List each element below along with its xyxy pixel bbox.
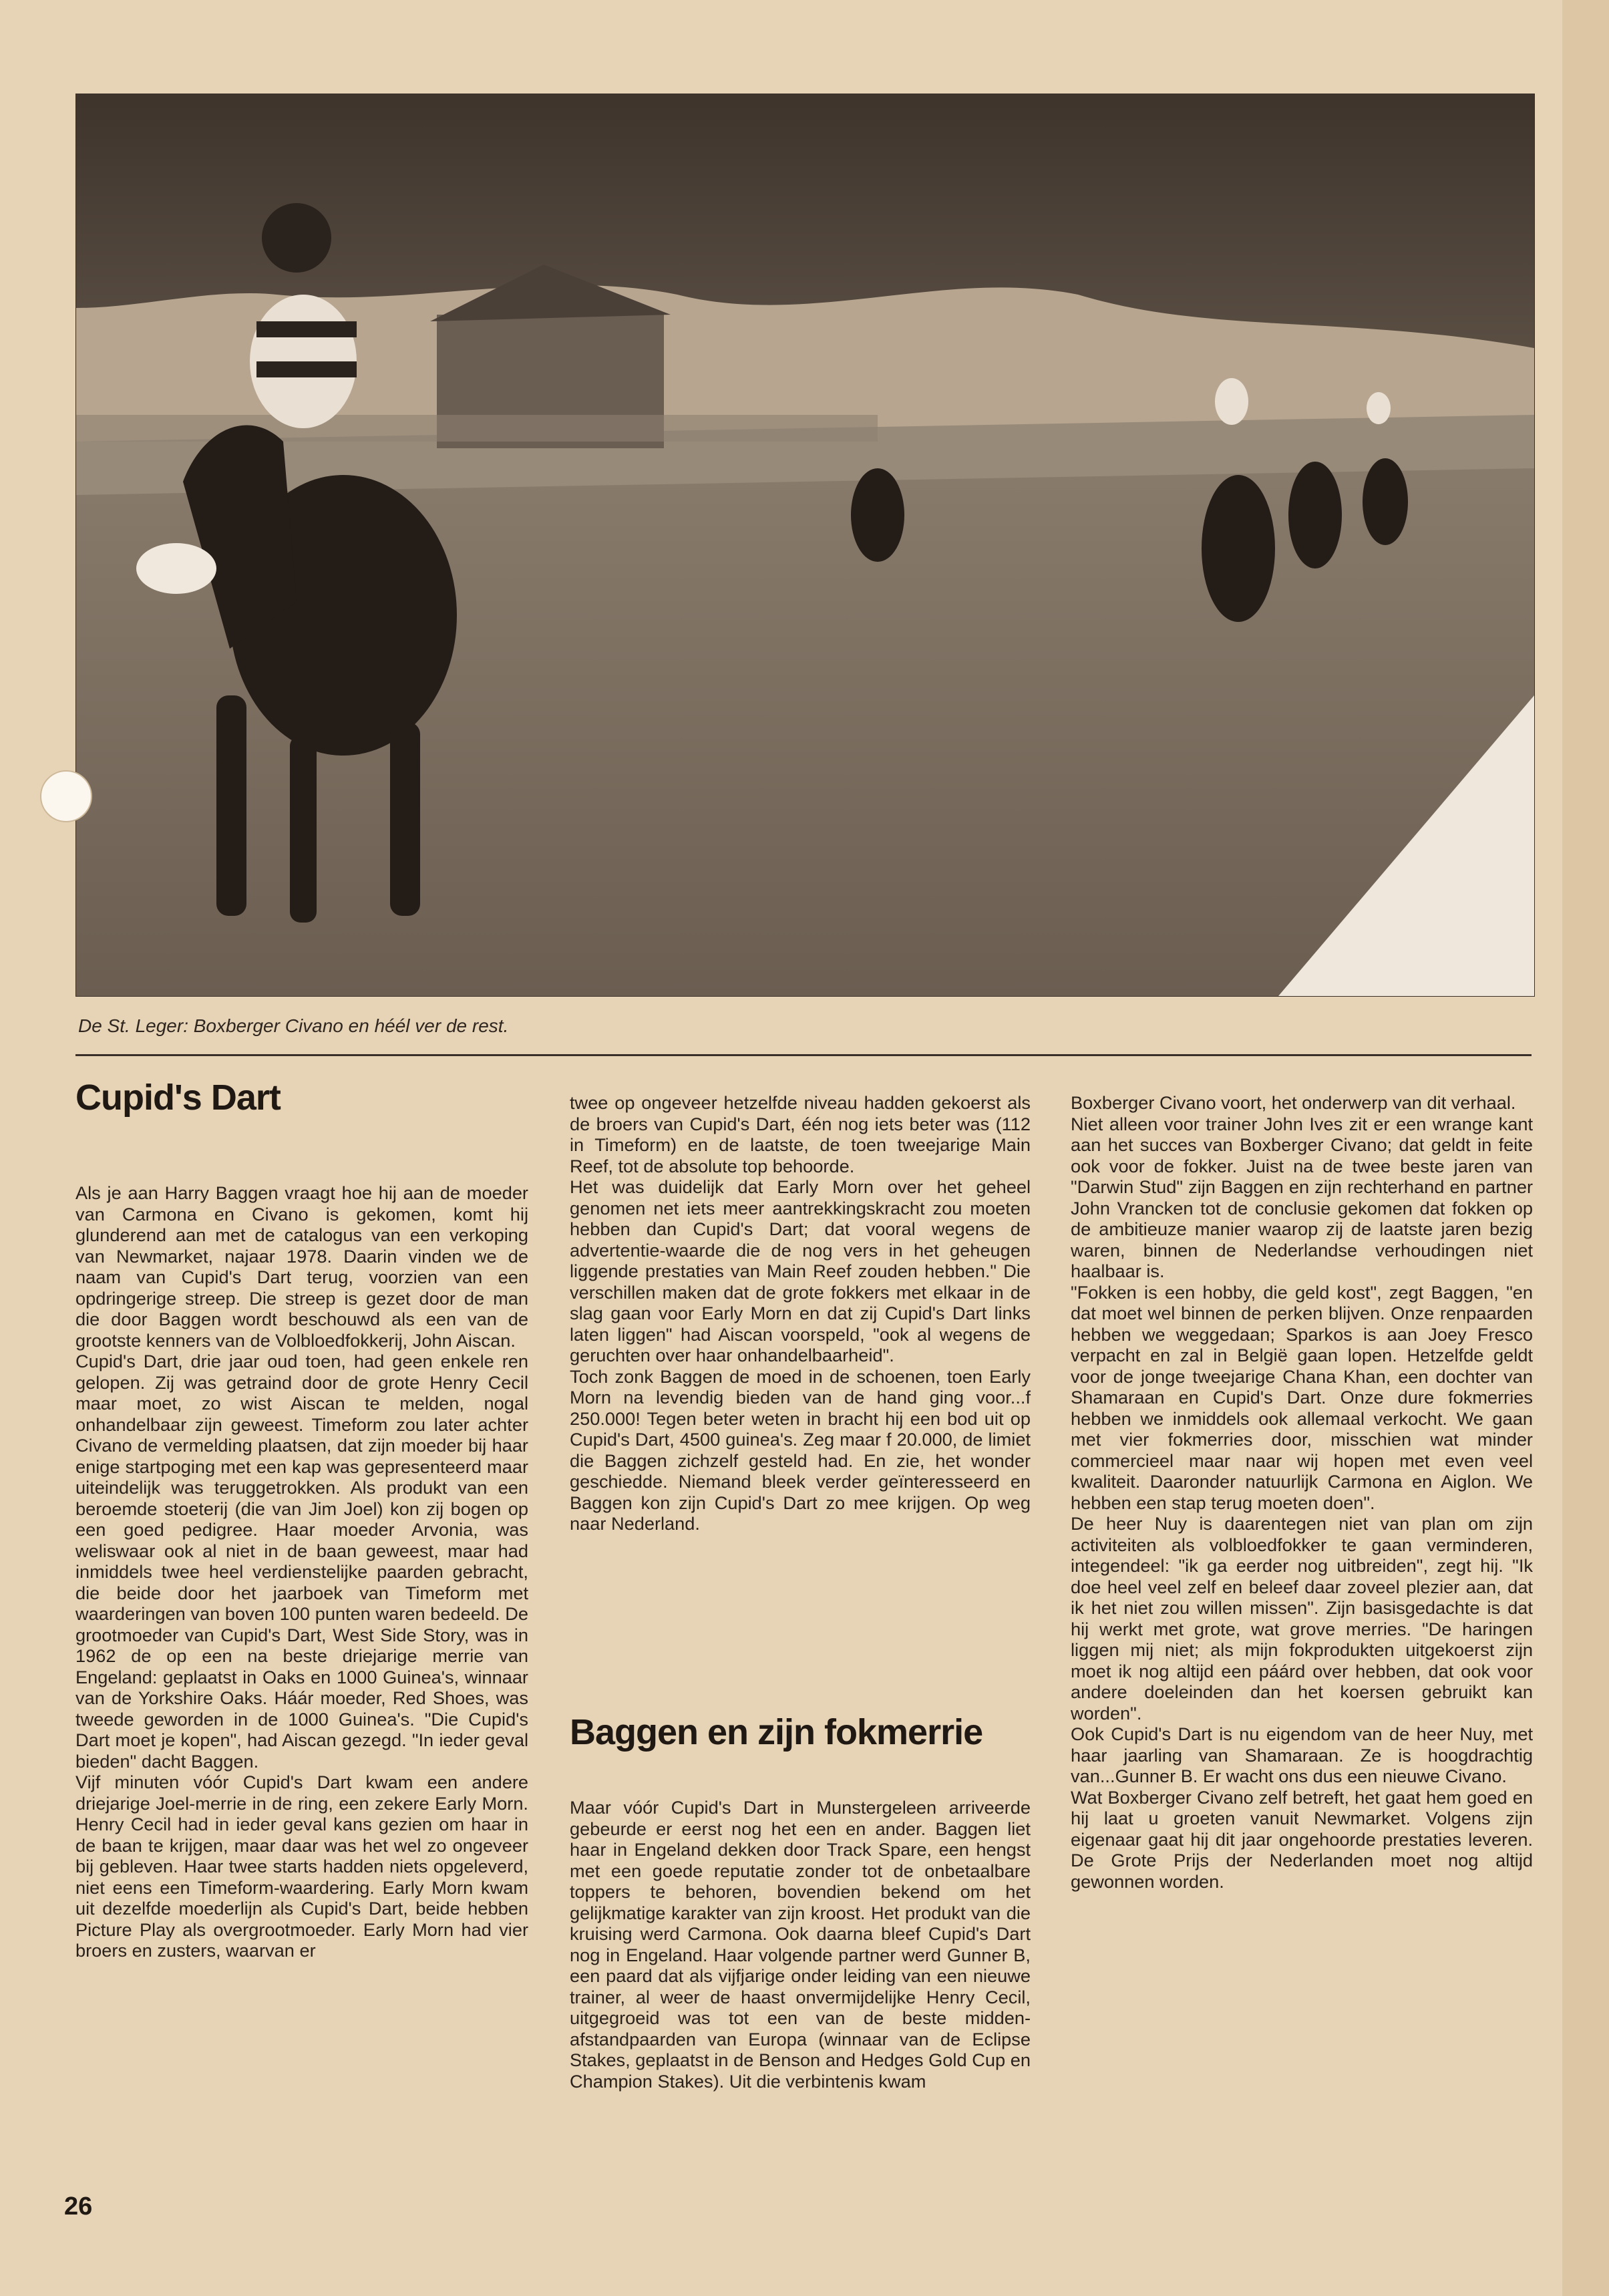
paragraph: twee op ongeveer hetzelfde niveau hadden gekoerst als de broers van Cupid's Dart, één nog iets beter was (112 in Timeform) en de laatste, de toen tweejarige Main Reef, tot de absolute top behoorde.: [570, 1092, 1031, 1176]
column-2: [570, 1092, 1031, 1534]
paragraph: Boxberger Civano voort, het onderwerp van dit verhaal.: [1071, 1092, 1516, 1113]
paragraph: De heer Nuy is daarentegen niet van plan om zijn activiteiten als volbloedfokker te gaan verminderen, integendeel: "ik ga eerder nog uitbreiden", zegt hij. "Ik doe heel veel zelf en beleef daar zoveel plezier aan, dat ik het niet zou willen missen". Zijn basisgedachte is dat hij werkt met grote, wat grove merries. "De haringen liggen mij niet; als mijn fokprodukten uitgekoerst zijn moet ik nog altijd een páárd over hebben, dat ook voor andere doeleinden dan het koersen gebruikt kan worden".: [1071, 1513, 1533, 1724]
caption-rule: [75, 1054, 1532, 1056]
punch-hole: [40, 770, 92, 822]
paragraph: Wat Boxberger Civano zelf betreft, het gaat hem goed en hij laat u groeten vanuit Newmarket. Volgens zijn eigenaar gaat hij dit jaar ongehoorde prestaties leveren. De Grote Prijs der Nederlanden moet nog altijd gewonnen worden.: [1071, 1786, 1533, 1892]
paragraph: Vijf minuten vóór Cupid's Dart kwam een andere driejarige Joel-merrie in de ring, een zekere Early Morn. Henry Cecil had in ieder geval kans gezien om haar in de baan te krijgen, maar daar was het wel zo ongeveer bij gebleven. Haar twee starts hadden niets opgeleverd, niet eens een Timeform-waardering. Early Morn kwam uit dezelfde moederlijn als Cupid's Dart, beide hebben Picture Play als overgrootmoeder. Early Morn had vier broers en zusters, waarvan er: [75, 1772, 528, 1961]
paragraph: Cupid's Dart, drie jaar oud toen, had geen enkele ren gelopen. Zij was getraind door de grote Henry Cecil maar moet, zo wist Aiscan te melden, nogal onhandelbaar zijn geweest. Timeform zou later achter Civano de vermelding plaatsen, dat zijn moeder bij haar enige startpoging met een kap was gepresenteerd maar uiteindelijk was teruggetrokken. Als produkt van een beroemde stoeterij (die van Jim Joel) kon zij bogen op een goed pedigree. Haar moeder Arvonia, was weliswaar ook al niet in de baan geweest, maar had inmiddels twee heel verdienstelijke paarden gebracht, die beide door het jaarboek van Timeform met waarderingen van boven 100 punten waren bedeeld. De grootmoeder van Cupid's Dart, West Side Story, was in 1962 de op een na beste driejarige merrie van Engeland: geplaatst in Oaks en 1000 Guinea's, winnaar van de Yorkshire Oaks. Háár moeder, Red Shoes, was tweede geworden in de 1000 Guinea's. "Die Cupid's Dart moet je kopen", had Aiscan gezegd. "In ieder geval bieden" dacht Baggen.: [75, 1351, 528, 1772]
section-subtitle: Baggen en zijn fokmerrie: [570, 1712, 983, 1752]
photo-caption: De St. Leger: Boxberger Civano en héél ver de rest.: [78, 1015, 509, 1036]
paragraph: Niet alleen voor trainer John Ives zit er een wrange kant aan het succes van Boxberger Civano; dat geldt in feite ook voor de fokker. Juist na de twee beste jaren van "Darwin Stud" zijn Baggen en zijn rechterhand en partner John Vrancken tot de conclusie gekomen dat fokken op de ambitieuze manier waarop zij de laatste jaren bezig waren, binnen de Nederlandse verhoudingen niet haalbaar is.: [1071, 1113, 1533, 1281]
paragraph: Het was duidelijk dat Early Morn over het geheel genomen net iets meer aantrekkingskracht zou moeten hebben dan Cupid's Dart; dat vooral wegens de advertentie-waarde die de nog vers in het geheugen liggende prestaties van Main Reef zouden hebben." Die verschillen maken dat de grote fokkers met elkaar in de slag gaan voor Early Morn en dat zij Cupid's Dart links laten liggen" had Aiscan voorspeld, "ook al wegens de geruchten over haar onhandelbaarheid".: [570, 1176, 1031, 1365]
paragraph: Toch zonk Baggen de moed in de schoenen, toen Early Morn na levendig bieden van de hand ging voor...f 250.000! Tegen beter weten in bracht hij een bod uit op Cupid's Dart, 4500 guinea's. Zeg maar f 20.000, de limiet die Baggen zichzelf gesteld had. En zie, het wonder geschiedde. Niemand bleek verder geïnteresseerd en Baggen kon zijn Cupid's Dart zo mee krijgen. Op weg naar Nederland.: [570, 1365, 1031, 1534]
paragraph: "Fokken is een hobby, die geld kost", zegt Baggen, "en dat moet wel binnen de perken blijven. Onze renpaarden hebben we weggedaan; Sparkos is aan Joey Fresco verpacht en zal in België gaan lopen. Hetzelfde geldt voor de jonge tweejarige Chana Khan, een dochter van Shamaraan en Cupid's Dart. Onze dure fokmerries hebben we inmiddels ook allemaal verkocht. We gaan met vier fokmerries door, misschien wat minder commercieel maar naar wij hopen met even veel kwaliteit. Daaronder natuurlijk Carmona en Aiglon. We hebben een stap terug moeten doen".: [1071, 1281, 1533, 1513]
column-2-continued: [570, 1797, 1031, 2092]
paragraph: Ook Cupid's Dart is nu eigendom van de heer Nuy, met haar jaarling van Shamaraan. Ze is hoogdrachtig van...Gunner B. Er wacht ons dus een nieuwe Civano.: [1071, 1724, 1533, 1786]
paper-edge: [1562, 0, 1609, 2296]
paragraph: Als je aan Harry Baggen vraagt hoe hij aan de moeder van Carmona en Civano is gekomen, komt hij glunderend aan met de catalogus van een verkoping van Newmarket, najaar 1978. Daarin vinden we de naam van Cupid's Dart terug, voorzien van een opdringerige streep. Die streep is gezet door de man die door Baggen wordt beschouwd als een van de grootste kenners van de Volbloedfokkerij, John Aiscan.: [75, 1182, 528, 1351]
race-photo: [75, 94, 1535, 997]
paragraph: Maar vóór Cupid's Dart in Munstergeleen arriveerde gebeurde er eerst nog het een en ander. Baggen liet haar in Engeland dekken door Track Spare, een hengst met een goede reputatie zonder tot de onbetaalbare toppers te behoren, bovendien bekend om het gelijkmatige karakter van zijn kroost. Het produkt van die kruising werd Carmona. Ook daarna bleef Cupid's Dart nog in Engeland. Haar volgende partner werd Gunner B, een paard dat als vijfjarige onder leiding van een nieuwe trainer, al weer de haast onvermijdelijke Henry Cecil, uitgegroeid was tot een van de beste midden-afstandpaarden van Europa (winnaar van de Eclipse Stakes, geplaatst in de Benson and Hedges Gold Cup en Champion Stakes). Uit die verbintenis kwam: [570, 1797, 1031, 2092]
page-number: 26: [64, 2192, 93, 2221]
column-3: [1071, 1092, 1533, 1892]
article-title: Cupid's Dart: [75, 1078, 281, 1118]
race-photo-graphic: [76, 94, 1534, 996]
column-1: [75, 1182, 528, 1961]
